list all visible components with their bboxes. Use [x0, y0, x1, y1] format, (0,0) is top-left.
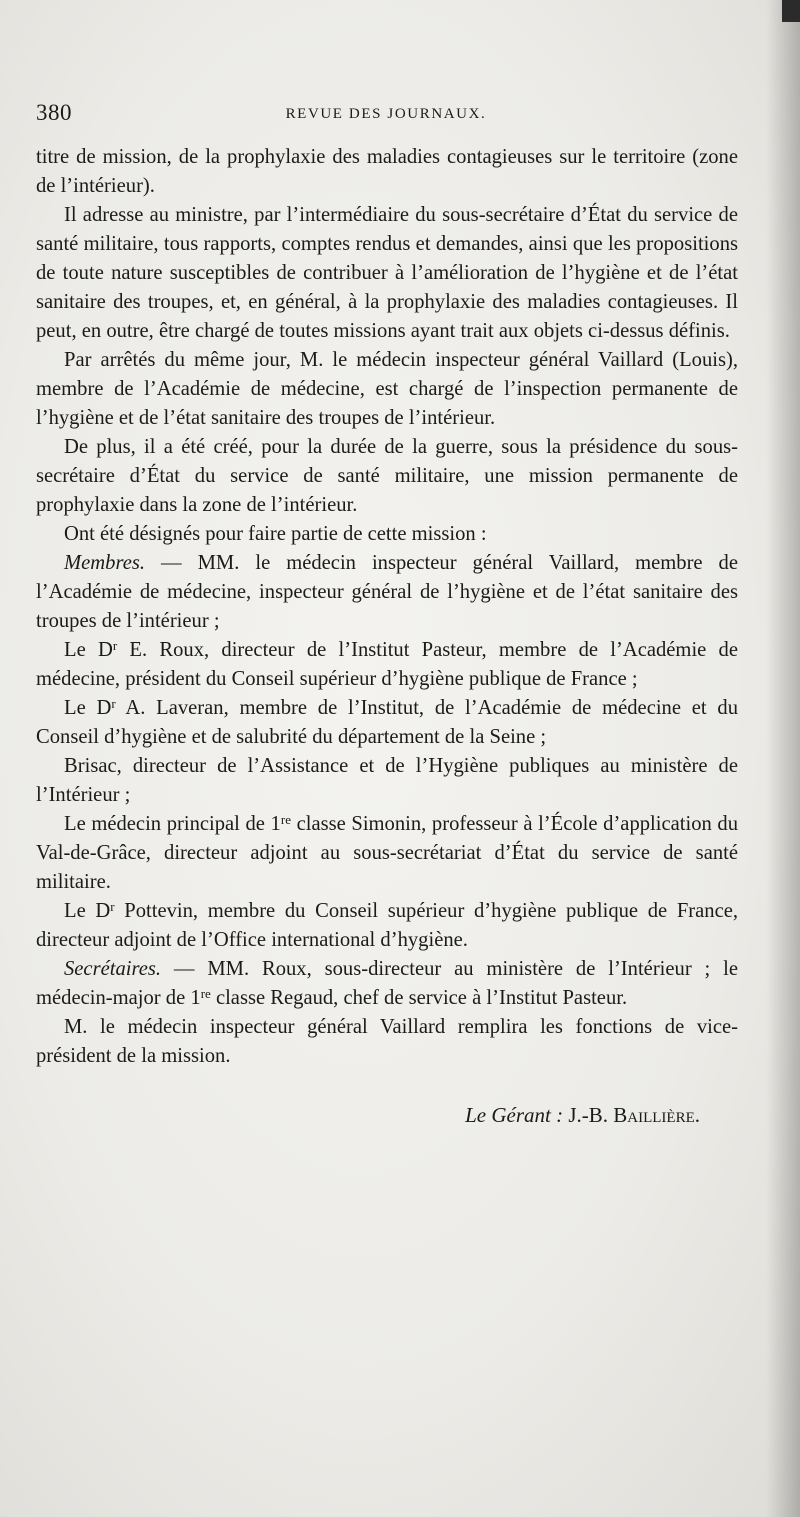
running-head [36, 100, 736, 134]
signature [36, 1101, 738, 1130]
members-text: — MM. le médecin inspecteur général Vaillard, membre de l’Académie de médecine, inspecteur général de l’hygiène et de l’état sanitaire des troupes de l’intérieur ; [36, 552, 738, 632]
running-title: REVUE DES JOURNAUX. [285, 106, 487, 122]
page-number: 380 [36, 100, 72, 125]
page-edge-shadow [766, 0, 800, 1517]
paragraph: Le $D^r$ Pottevin, membre du Conseil supérieur d’hygiène publique de France, directeur adjoint de l’Office international d’hygiène. [36, 899, 739, 951]
paragraph: Il adresse au ministre, par l’intermédiaire du sous-secrétaire d’État du service de santé militaire, tous rapports, comptes rendus et demandes, ainsi que les propositions de toute nature susceptibles de contribuer à l’amélioration de l’hygiène et de l’état sanitaire des troupes, et, en général, à la prophylaxie des maladies contagieuses. Il peut, en outre, être chargé de toutes missions ayant trait aux objets ci-dessus définis. [36, 204, 738, 342]
paragraph: Le $D^r$ A. Laveran, membre de l’Institut, de l’Académie de médecine et du Conseil d’hygiène et de salubrité du département de la Seine ; [36, 696, 738, 748]
paragraph: Brisac, directeur de l’Assistance et de l’Hygiène publiques au ministère de l’Intérieur ; [36, 755, 738, 806]
paragraph: Par arrêtés du même jour, M. le médecin inspecteur général Vaillard (Louis), membre de l’Académie de médecine, est chargé de l’inspection permanente de l’hygiène et de l’état sanitaire des troupes de l’intérieur. [36, 349, 738, 429]
paragraph: Le médecin principal de 1re classe Simonin, professeur à l’École d’application du Val-de-Grâce, directeur adjoint au sous-secrétariat d’État du service de santé militaire. [36, 812, 739, 893]
paragraph: titre de mission, de la prophylaxie des maladies contagieuses sur le territoire (zone de l’intérieur). [36, 146, 738, 197]
members-label: Membres. [64, 552, 146, 574]
signature-name: J.-B. Baillière. [568, 1103, 700, 1127]
paragraph: De plus, il a été créé, pour la durée de la guerre, sous la présidence du sous-secrétaire d’État du service de santé militaire, une mission permanente de prophylaxie dans la zone de l’intérieur. [36, 436, 738, 516]
signature-role: Le Gérant : [465, 1103, 564, 1127]
paragraph-secretaries: Secrétaires. — MM. Roux, sous-directeur au ministère de l’Intérieur ; le médecin-major de 1re classe Regaud, chef de service à l’Institut Pasteur. [36, 958, 738, 1009]
paragraph: Ont été désignés pour faire partie de cette mission : [64, 523, 487, 545]
secretaries-label: Secrétaires. [64, 958, 162, 980]
paragraph: Le $D^r$ E. Roux, directeur de l’Institut Pasteur, membre de l’Académie de médecine, président du Conseil supérieur d’hygiène publique de France ; [36, 638, 738, 690]
body-text [36, 143, 738, 1130]
paragraph: M. le médecin inspecteur général Vaillard remplira les fonctions de vice-président de la mission. [36, 1016, 738, 1067]
paragraph-members [36, 549, 738, 636]
page-corner-mark [782, 0, 800, 22]
